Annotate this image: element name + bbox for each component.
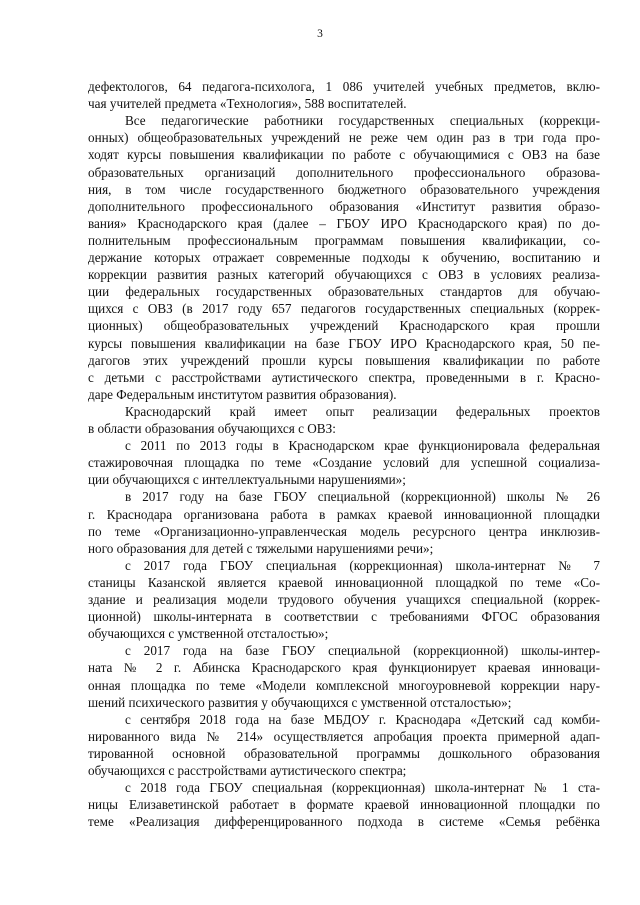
text-line: коррекции развития разных категорий обучающихся с ОВЗ в условиях реализа- xyxy=(88,267,600,283)
text-line: г. Краснодара организована работа в рамках краевой инновационной площадки xyxy=(88,506,600,522)
text-line: дагогов этих учреждений прошли курсы повышения квалификации по работе xyxy=(88,352,600,368)
text-line: с сентября 2018 года на базе МБДОУ г. Краснодара «Детский сад комби- xyxy=(125,711,600,727)
text-line: ния, в том числе государственного бюджетного образовательного учреждения xyxy=(88,181,600,197)
text-line: с 2017 года ГБОУ специальная (коррекционная) школа-интернат № 7 xyxy=(125,557,600,573)
text-line: теме «Реализация дифференцированного подхода в системе «Семья ребёнка xyxy=(88,814,600,830)
text-line: по теме «Организационно-управленческая модель ресурсного центра инклюзив- xyxy=(88,523,600,539)
text-line: тированной основной образовательной программы дошкольного образования xyxy=(88,745,600,761)
text-line: чая учителей предмета «Технология», 588 воспитателей. xyxy=(88,96,407,112)
text-line: в 2017 году на базе ГБОУ специальной (коррекционной) школы № 26 xyxy=(125,489,600,505)
text-line: щихся с ОВЗ (в 2017 году 657 педагогов государственных специальных (коррек- xyxy=(88,301,600,317)
text-line: держание которых отражает современные подходы к обучению, воспитанию и xyxy=(88,250,600,265)
text-line: обучающихся с умственной отсталостью»; xyxy=(88,626,329,642)
text-line: нированного вида № 214» осуществляется апробация проекта примерной адап- xyxy=(88,728,600,744)
text-line: Краснодарский край имеет опыт реализации федеральных проектов xyxy=(125,403,600,419)
text-line: с 2017 года на базе ГБОУ специальной (коррекционной) школы-интер- xyxy=(125,643,600,659)
text-line: шений психического развития у обучающихся с умственной отсталостью»; xyxy=(88,694,512,710)
text-line: ционной) школы-интерната в соответствии с требованиями ФГОС образования xyxy=(88,609,600,625)
page-number: 3 xyxy=(317,28,323,40)
text-line: обучающихся с расстройствами аутистического спектра; xyxy=(88,763,407,778)
text-line: ходят курсы повышения квалификации по работе с обучающимися с ОВЗ на базе xyxy=(88,147,600,163)
text-line: ционных) общеобразовательных учреждений Краснодарского края прошли xyxy=(88,318,600,334)
text-line: курсы повышения квалификации на базе ГБОУ ИРО Краснодарского края, 50 пе- xyxy=(88,335,600,351)
text-line: ции федеральных государственных образовательных стандартов для обучаю- xyxy=(88,284,600,300)
text-line: с 2018 года ГБОУ специальная (коррекционная) школа-интернат № 1 ста- xyxy=(125,780,600,796)
text-line: даре Федеральным институтом развития образования). xyxy=(88,386,397,402)
text-line: здание и реализация модели трудового обучения учащихся специальной (коррек- xyxy=(88,592,600,607)
text-line: Все педагогические работники государственных специальных (коррекци- xyxy=(125,113,600,129)
text-line: полнительным профессиональным программам повышения квалификации, со- xyxy=(88,232,600,248)
text-line: дополнительного профессионального образования «Институт развития образо- xyxy=(88,198,600,214)
text-line: дефектологов, 64 педагога-психолога, 1 086 учителей учебных предметов, вклю- xyxy=(88,79,600,94)
text-line: стажировочная площадка по теме «Создание условий для успешной социализа- xyxy=(88,455,600,471)
text-line: вания» Краснодарского края (далее – ГБОУ ИРО Краснодарского края) по до- xyxy=(88,215,600,231)
text-line: с 2011 по 2013 годы в Краснодарском крае функционировала федеральная xyxy=(125,438,600,454)
text-line: в области образования обучающихся с ОВЗ: xyxy=(88,421,336,436)
text-line: с детьми с расстройствами аутистического спектра, проведенными в г. Красно- xyxy=(88,369,600,385)
text-line: ции обучающихся с интеллектуальными нарушениями»; xyxy=(88,472,406,488)
text-line: ната № 2 г. Абинска Краснодарского края функционирует краевая инноваци- xyxy=(88,660,600,676)
text-line: образовательных организаций дополнительного профессионального образова- xyxy=(88,164,600,180)
text-line: ницы Елизаветинской работает в формате краевой инновационной площадки по xyxy=(88,797,600,813)
text-line: ного образования для детей с тяжелыми нарушениями речи»; xyxy=(88,540,434,556)
text-line: станицы Казанской является краевой инновационной площадкой по теме «Со- xyxy=(88,574,600,590)
text-line: онных) общеобразовательных учреждений не реже чем один раз в три года про- xyxy=(88,130,600,146)
text-line: онная площадка по теме «Модели комплексной многоуровневой коррекции нару- xyxy=(88,677,600,693)
